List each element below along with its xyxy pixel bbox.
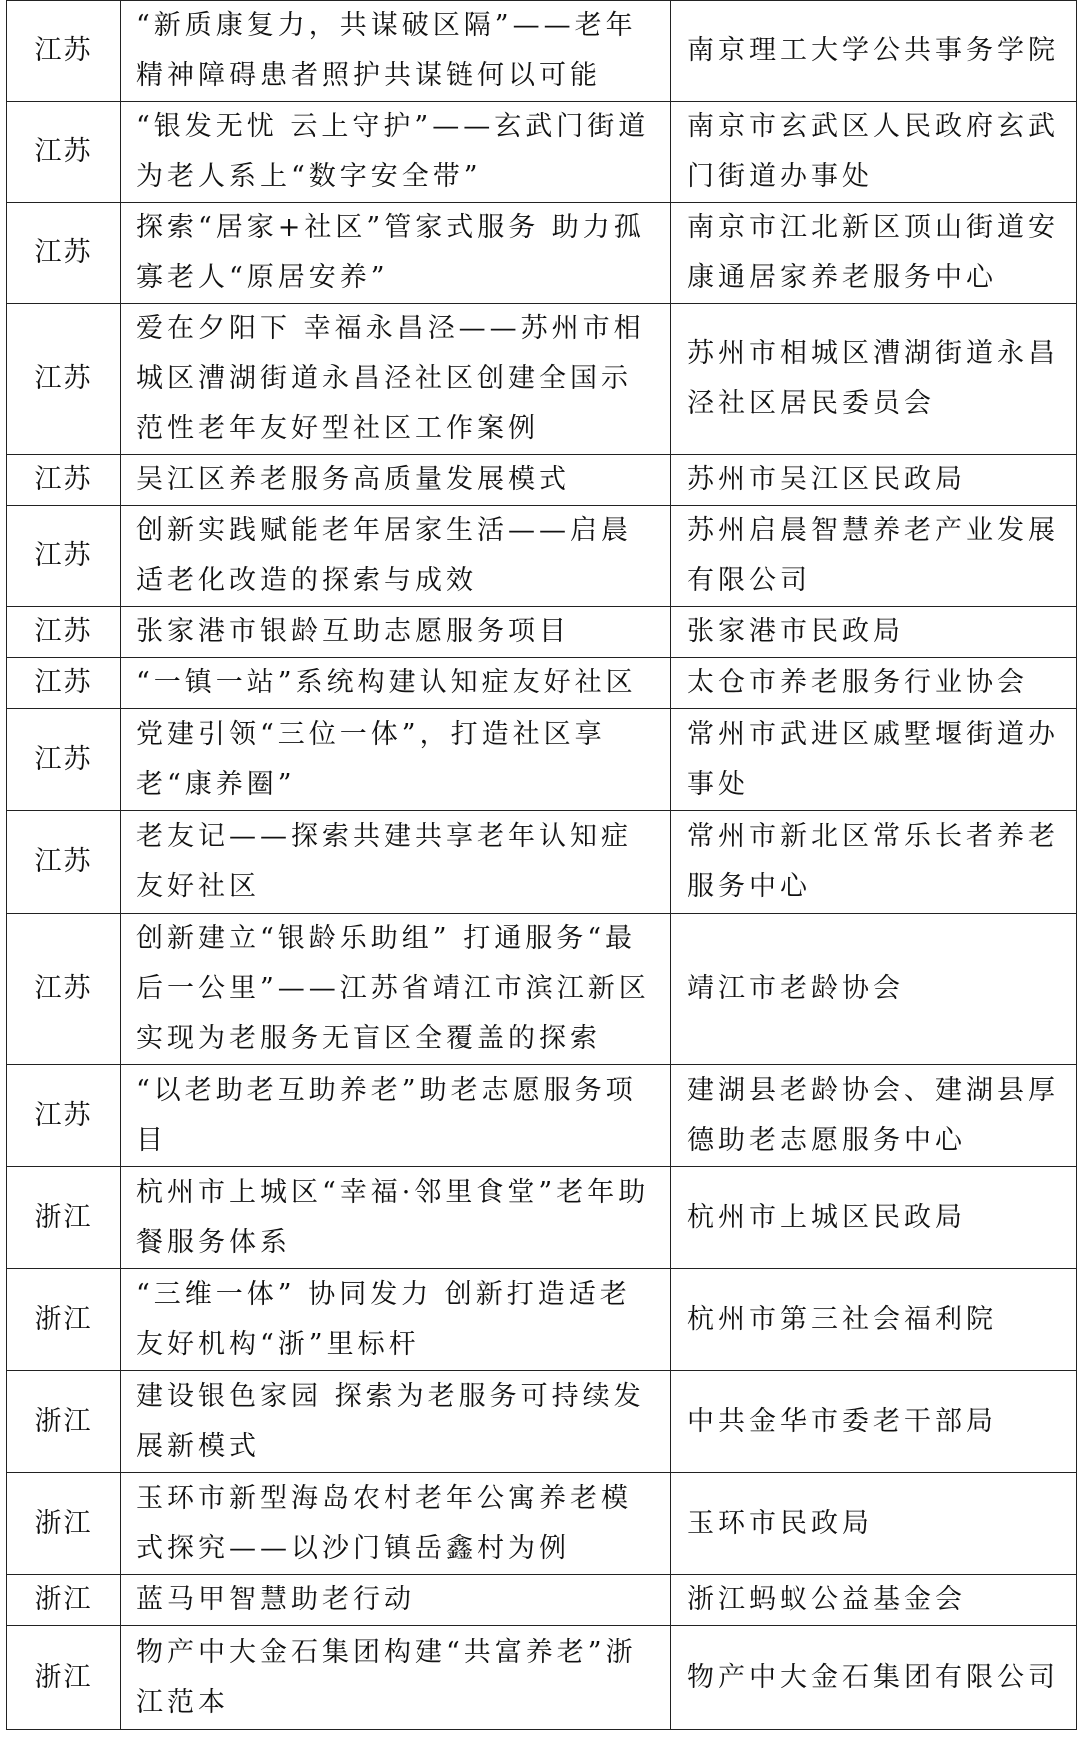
organization-cell: 杭州市第三社会福利院 [671,1269,1077,1371]
province-cell: 江苏 [7,203,121,304]
province-cell: 浙江 [7,1473,121,1575]
table-row [7,203,1077,304]
case-title-cell: “三维一体” 协同发力 创新打造适老友好机构“浙”里标杆 [121,1269,671,1371]
table-row [7,658,1077,709]
province-cell: 江苏 [7,455,121,506]
organization-cell: 玉环市民政局 [671,1473,1077,1575]
table-row [7,1269,1077,1371]
table-row [7,1167,1077,1269]
organization-cell: 太仓市养老服务行业协会 [671,658,1077,709]
province-cell: 浙江 [7,1626,121,1730]
table-row [7,914,1077,1065]
case-title-cell: 张家港市银龄互助志愿服务项目 [121,607,671,658]
case-title-cell: 创新建立“银龄乐助组” 打通服务“最后一公里”——江苏省靖江市滨江新区实现为老服务无盲区全覆盖的探索 [121,914,671,1065]
table-row [7,607,1077,658]
province-cell: 江苏 [7,811,121,914]
province-cell: 江苏 [7,506,121,607]
organization-cell: 南京市江北新区顶山街道安康通居家养老服务中心 [671,203,1077,304]
table-row [7,455,1077,506]
organization-cell: 靖江市老龄协会 [671,914,1077,1065]
table-row [7,102,1077,203]
case-title-cell: “一镇一站”系统构建认知症友好社区 [121,658,671,709]
province-cell: 浙江 [7,1575,121,1626]
case-title-cell: 爱在夕阳下 幸福永昌泾——苏州市相城区漕湖街道永昌泾社区创建全国示范性老年友好型社区工作案例 [121,304,671,455]
case-title-cell: 蓝马甲智慧助老行动 [121,1575,671,1626]
province-cell: 江苏 [7,709,121,811]
organization-cell: 苏州启晨智慧养老产业发展有限公司 [671,506,1077,607]
table-row [7,1065,1077,1167]
case-title-cell: 老友记——探索共建共享老年认知症友好社区 [121,811,671,914]
case-table [6,0,1077,1730]
province-cell: 江苏 [7,1065,121,1167]
case-title-cell: 吴江区养老服务高质量发展模式 [121,455,671,506]
organization-cell: 常州市武进区戚墅堰街道办事处 [671,709,1077,811]
province-cell: 江苏 [7,607,121,658]
organization-cell: 南京理工大学公共事务学院 [671,1,1077,102]
case-title-cell: 党建引领“三位一体”，打造社区享老“康养圈” [121,709,671,811]
case-title-cell: 杭州市上城区“幸福·邻里食堂”老年助餐服务体系 [121,1167,671,1269]
province-cell: 浙江 [7,1167,121,1269]
province-cell: 江苏 [7,102,121,203]
province-cell: 浙江 [7,1269,121,1371]
table-row [7,1371,1077,1473]
organization-cell: 中共金华市委老干部局 [671,1371,1077,1473]
organization-cell: 南京市玄武区人民政府玄武门街道办事处 [671,102,1077,203]
table-row [7,1626,1077,1730]
province-cell: 江苏 [7,304,121,455]
province-cell: 浙江 [7,1371,121,1473]
case-title-cell: 探索“居家+社区”管家式服务 助力孤寡老人“原居安养” [121,203,671,304]
province-cell: 江苏 [7,1,121,102]
table-row [7,1473,1077,1575]
organization-cell: 常州市新北区常乐长者养老服务中心 [671,811,1077,914]
organization-cell: 浙江蚂蚁公益基金会 [671,1575,1077,1626]
table-row [7,1575,1077,1626]
organization-cell: 苏州市相城区漕湖街道永昌泾社区居民委员会 [671,304,1077,455]
table-row [7,304,1077,455]
table-row [7,1,1077,102]
province-cell: 江苏 [7,914,121,1065]
case-title-cell: “新质康复力，共谋破区隔”——老年精神障碍患者照护共谋链何以可能 [121,1,671,102]
case-title-cell: 创新实践赋能老年居家生活——启晨适老化改造的探索与成效 [121,506,671,607]
table-row [7,506,1077,607]
organization-cell: 建湖县老龄协会、建湖县厚德助老志愿服务中心 [671,1065,1077,1167]
case-title-cell: 玉环市新型海岛农村老年公寓养老模式探究——以沙门镇岳鑫村为例 [121,1473,671,1575]
table-row [7,709,1077,811]
case-title-cell: “以老助老互助养老”助老志愿服务项目 [121,1065,671,1167]
table-row [7,811,1077,914]
case-title-cell: 建设银色家园 探索为老服务可持续发展新模式 [121,1371,671,1473]
case-title-cell: 物产中大金石集团构建“共富养老”浙江范本 [121,1626,671,1730]
case-title-cell: “银发无忧 云上守护”——玄武门街道为老人系上“数字安全带” [121,102,671,203]
organization-cell: 张家港市民政局 [671,607,1077,658]
organization-cell: 苏州市吴江区民政局 [671,455,1077,506]
organization-cell: 杭州市上城区民政局 [671,1167,1077,1269]
organization-cell: 物产中大金石集团有限公司 [671,1626,1077,1730]
province-cell: 江苏 [7,658,121,709]
case-table-container [6,0,1076,1730]
